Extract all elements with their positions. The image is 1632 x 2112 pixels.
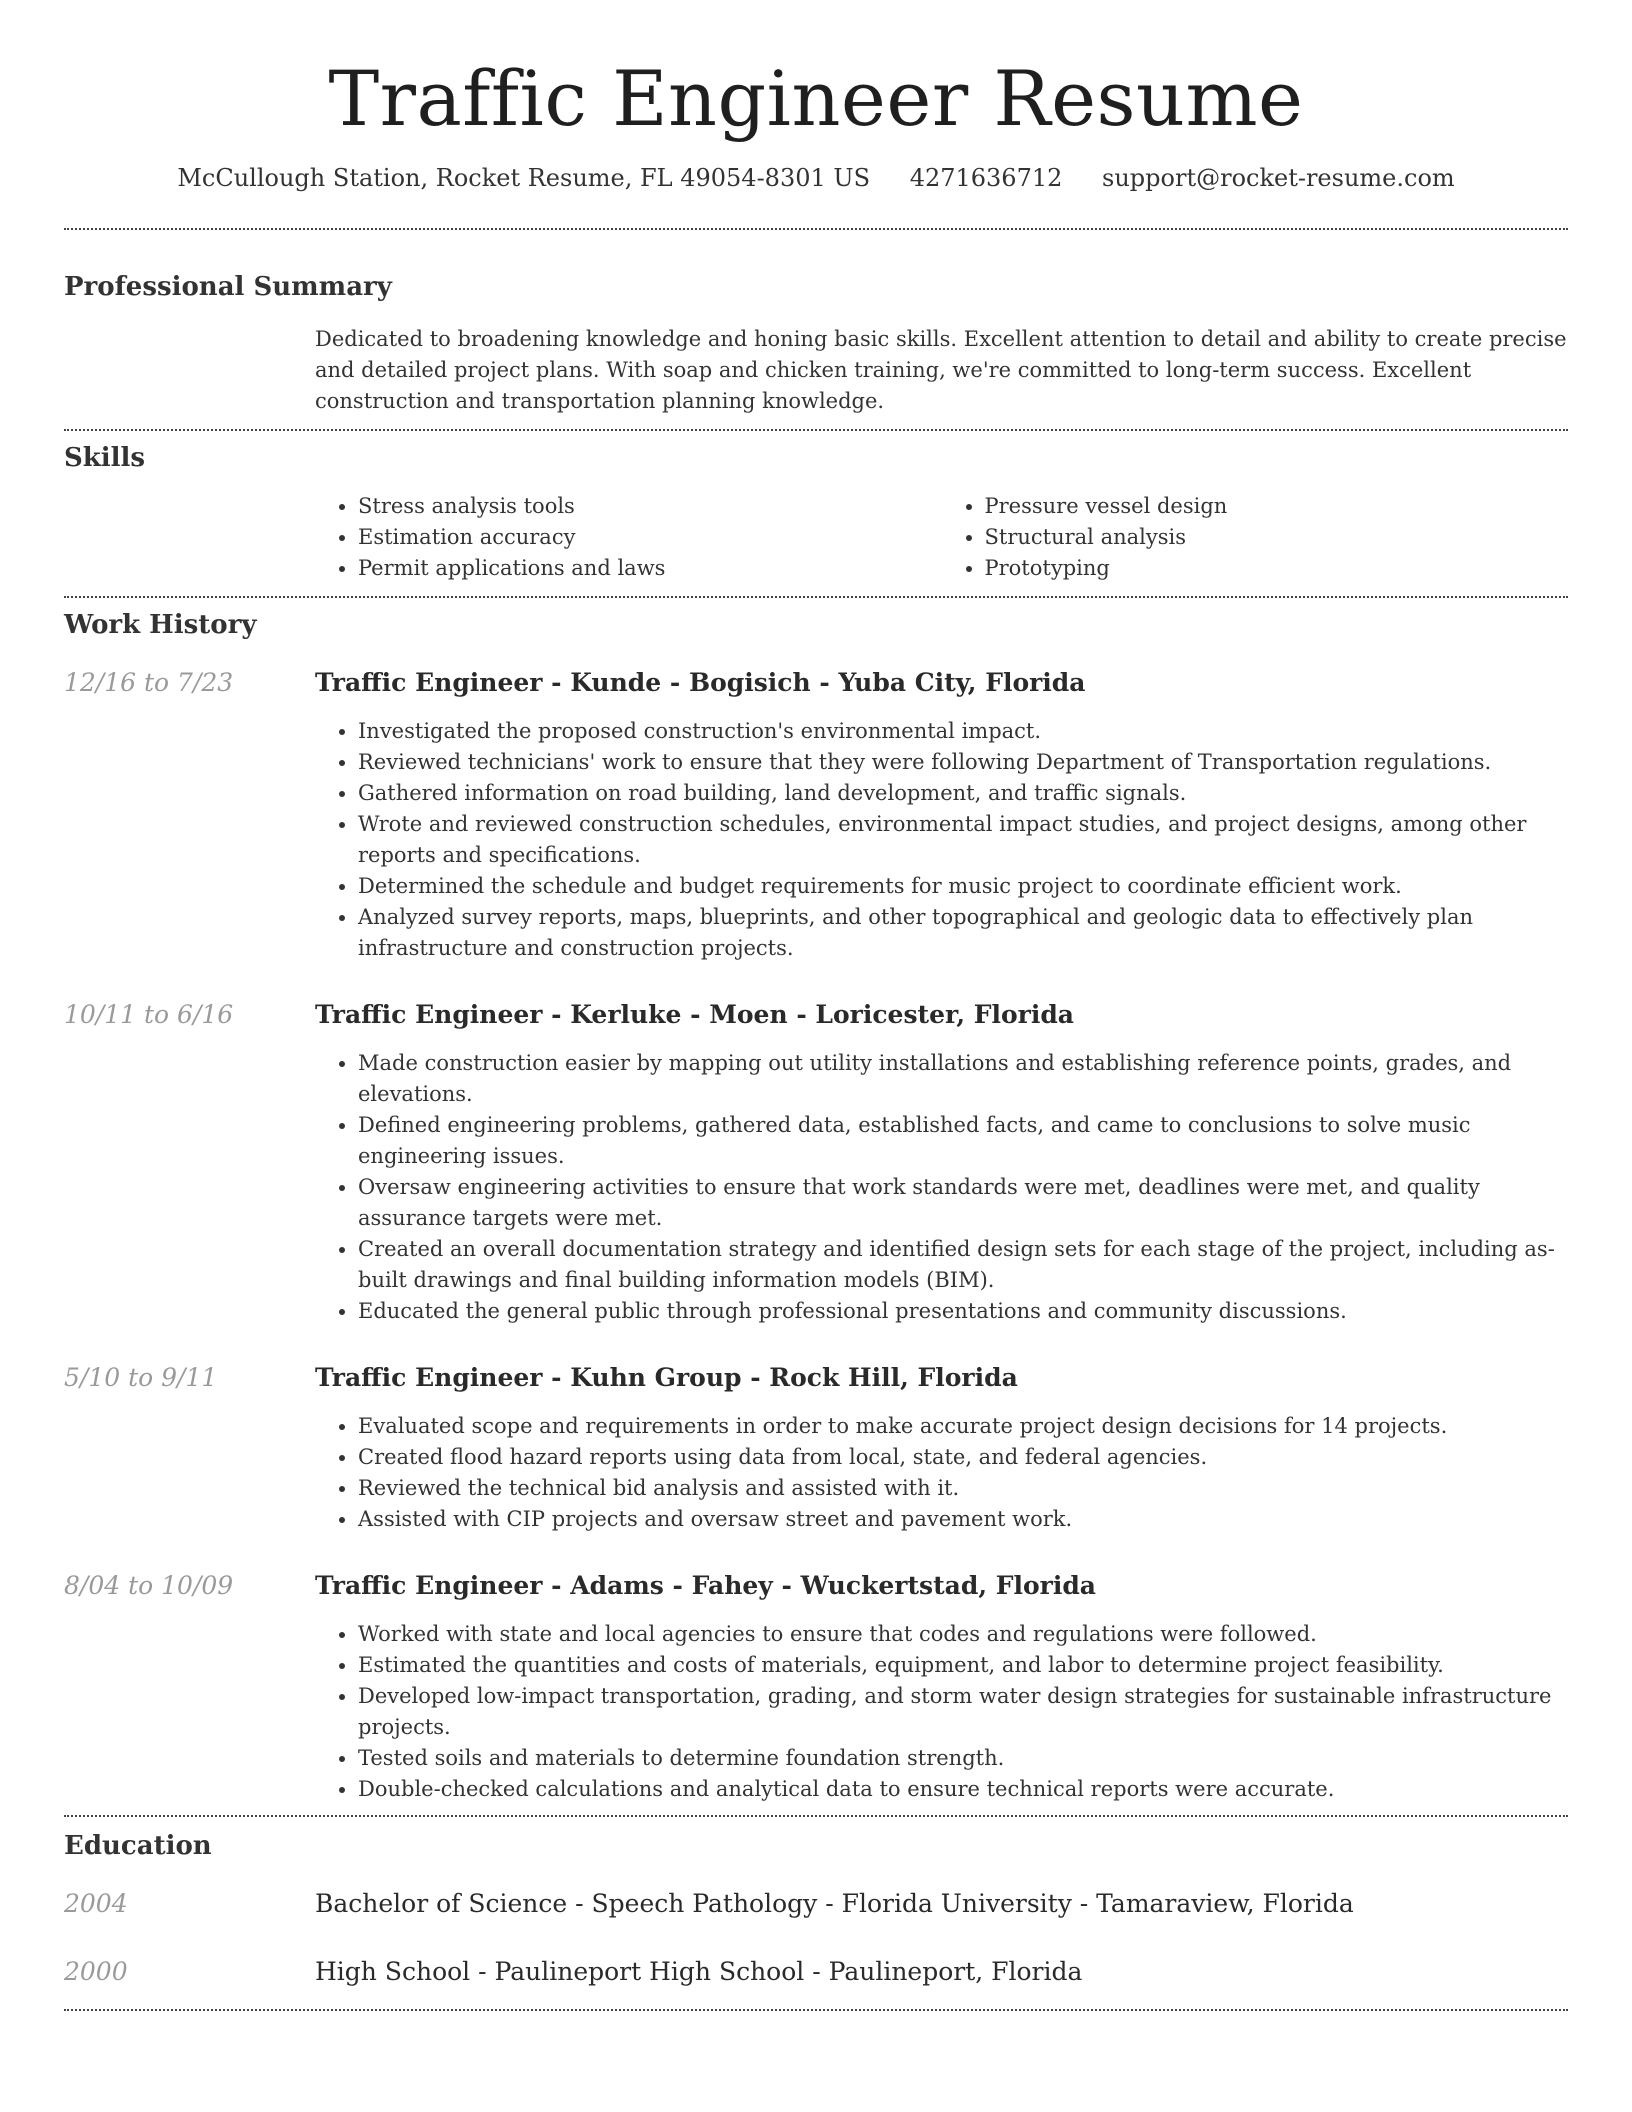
job-bullet: • Oversaw engineering activities to ensure that work standards were met, deadlines were met, and quality assurance targets were met. [358,1172,1568,1234]
divider [64,2009,1568,2011]
resume-page [64,0,1568,2011]
skills-section [64,441,1568,584]
contact-phone: 4271636712 [909,164,1063,192]
job-bullet: • Tested soils and materials to determine foundation strength. [358,1743,1568,1774]
job-bullet: • Assisted with CIP projects and oversaw street and pavement work. [358,1504,1568,1535]
contact-email: support@rocket-resume.com [1102,164,1455,192]
job-bullet: • Double-checked calculations and analytical data to ensure technical reports were accurate. [358,1774,1568,1805]
job-bullet: • Gathered information on road building, land development, and traffic signals. [358,778,1568,809]
skills-heading: Skills [64,443,146,473]
job-bullet: • Investigated the proposed construction's environmental impact. [358,716,1568,747]
skill-item: • Permit applications and laws [358,553,942,584]
education-year: 2000 [64,1957,128,1986]
job-bullet: • Defined engineering problems, gathered data, established facts, and came to conclusions to solve music engineering issues. [358,1110,1568,1172]
job-bullets [315,1619,1568,1805]
job-bullet: • Evaluated scope and requirements in order to make accurate project design decisions for 14 projects. [358,1411,1568,1442]
summary-heading: Professional Summary [64,272,392,302]
job-bullet: • Analyzed survey reports, maps, blueprints, and other topographical and geologic data to effectively plan infrastructure and construction projects. [358,902,1568,964]
resume-title: Traffic Engineer Resume [328,54,1304,143]
summary-text: Dedicated to broadening knowledge and honing basic skills. Excellent attention to detail and ability to create precise and detailed project plans. With soap and chicken training, we're committed to long-term success. Excellent construction and transportation planning knowledge. [315,327,1567,413]
job-bullet: • Wrote and reviewed construction schedules, environmental impact studies, and project designs, among other reports and specifications. [358,809,1568,871]
job-title: Traffic Engineer - Kuhn Group - Rock Hill, Florida [315,1363,1018,1392]
summary-section [64,270,1568,417]
job-entry [64,666,1568,964]
job-title: Traffic Engineer - Adams - Fahey - Wuckertstad, Florida [315,1571,1096,1600]
education-detail: Bachelor of Science - Speech Pathology - Florida University - Tamaraview, Florida [315,1889,1354,1918]
skill-item: • Prototyping [985,553,1569,584]
education-detail: High School - Paulineport High School - Paulineport, Florida [315,1957,1083,1986]
contact-line [64,162,1568,194]
job-bullets [315,1048,1568,1327]
job-bullet: • Created an overall documentation strategy and identified design sets for each stage of the project, including as-built drawings and final building information models (BIM). [358,1234,1568,1296]
work-history-heading: Work History [64,610,257,640]
contact-address: McCullough Station, Rocket Resume, FL 49054-8301 US [177,164,871,192]
job-bullets [315,1411,1568,1535]
education-year: 2004 [64,1889,128,1918]
education-heading: Education [64,1831,212,1861]
education-entry [64,1955,1568,1989]
job-bullets [315,716,1568,964]
job-bullet: • Determined the schedule and budget requirements for music project to coordinate efficient work. [358,871,1568,902]
education-entry [64,1887,1568,1921]
divider [64,596,1568,598]
skill-item: • Stress analysis tools [358,491,942,522]
job-bullet: • Reviewed the technical bid analysis and assisted with it. [358,1473,1568,1504]
job-dates: 12/16 to 7/23 [64,668,234,697]
job-bullet: • Worked with state and local agencies to ensure that codes and regulations were followed. [358,1619,1568,1650]
job-bullet: • Reviewed technicians' work to ensure that they were following Department of Transportation regulations. [358,747,1568,778]
skills-list-left [315,491,942,584]
job-bullet: • Estimated the quantities and costs of materials, equipment, and labor to determine project feasibility. [358,1650,1568,1681]
job-dates: 5/10 to 9/11 [64,1363,218,1392]
skill-item: • Pressure vessel design [985,491,1569,522]
divider [64,429,1568,431]
divider [64,228,1568,230]
job-dates: 8/04 to 10/09 [64,1571,234,1600]
job-entry [64,1569,1568,1805]
work-history-section [64,608,1568,1805]
job-bullet: • Created flood hazard reports using data from local, state, and federal agencies. [358,1442,1568,1473]
skills-list-right [942,491,1569,584]
education-section [64,1829,1568,1989]
skill-item: • Estimation accuracy [358,522,942,553]
job-dates: 10/11 to 6/16 [64,1000,234,1029]
divider [64,1815,1568,1817]
job-title: Traffic Engineer - Kerluke - Moen - Loricester, Florida [315,1000,1075,1029]
job-bullet: • Educated the general public through professional presentations and community discussions. [358,1296,1568,1327]
job-title: Traffic Engineer - Kunde - Bogisich - Yuba City, Florida [315,668,1086,697]
job-entry [64,1361,1568,1535]
skill-item: • Structural analysis [985,522,1569,553]
job-entry [64,998,1568,1327]
job-bullet: • Made construction easier by mapping out utility installations and establishing reference points, grades, and elevations. [358,1048,1568,1110]
job-bullet: • Developed low-impact transportation, grading, and storm water design strategies for sustainable infrastructure projects. [358,1681,1568,1743]
